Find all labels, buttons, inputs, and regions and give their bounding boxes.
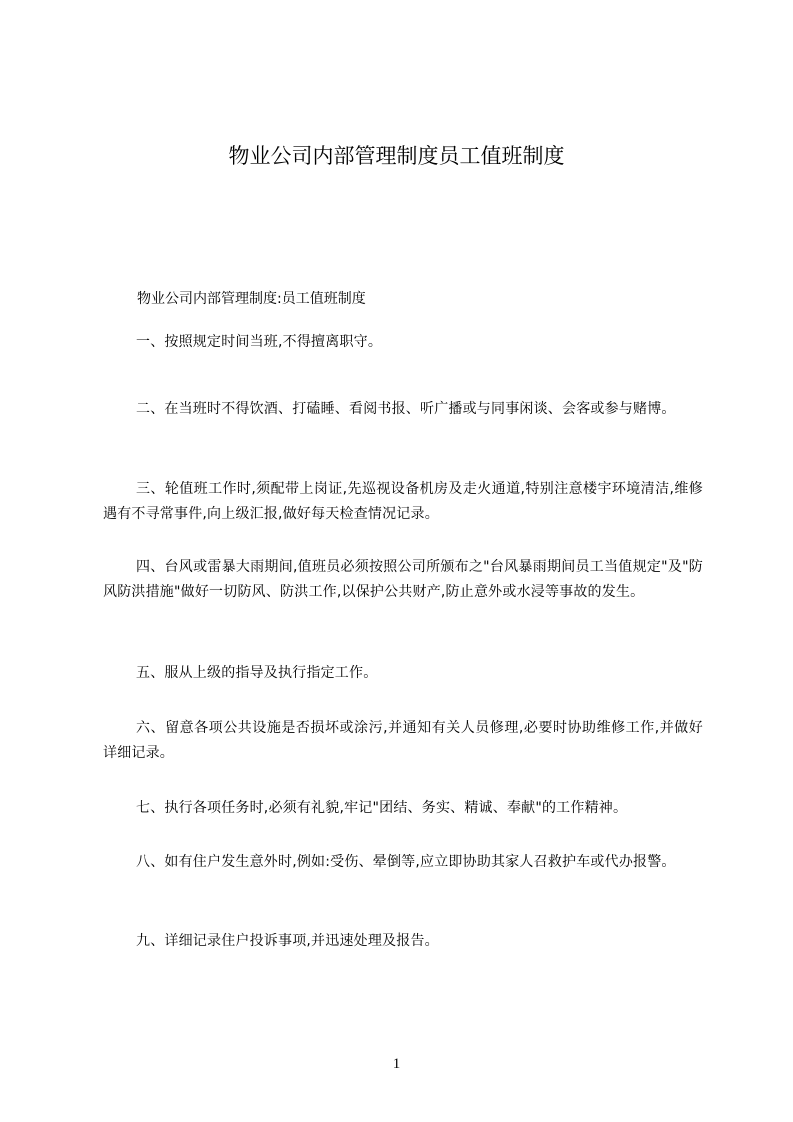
rule-paragraph-5: 五、服从上级的指导及执行指定工作。 [136, 665, 378, 681]
rule-paragraph-2: 二、在当班时不得饮酒、打磕睡、看阅书报、听广播或与同事闲谈、会客或参与赌博。 [136, 401, 676, 417]
page-number: 1 [392, 1056, 401, 1072]
rule-paragraph-4: 四、台风或雷暴大雨期间,值班员必须按照公司所颁布之"台风暴雨期间员工当值规定"及"防风防洪措施"做好一切防风、防洪工作,以保护公共财产,防止意外或水浸等事故的发生。 [103, 559, 703, 600]
rule-paragraph-3: 三、轮值班工作时,须配带上岗证,先巡视设备机房及走火通道,特别注意楼宇环境清洁,维修遇有不寻常事件,向上级汇报,做好每天检查情况记录。 [103, 481, 703, 522]
rule-paragraph-1: 一、按照规定时间当班,不得擅离职守。 [136, 334, 383, 350]
document-subtitle: 物业公司内部管理制度:员工值班制度 [137, 291, 366, 307]
rule-paragraph-8: 八、如有住户发生意外时,例如:受伤、晕倒等,应立即协助其家人召救护车或代办报警。 [136, 854, 676, 870]
rule-paragraph-9: 九、详细记录住户投诉事项,并迅速处理及报告。 [136, 933, 439, 949]
rule-paragraph-6: 六、留意各项公共设施是否损坏或涂污,并通知有关人员修理,必要时协助维修工作,并做好详细记录。 [103, 720, 703, 761]
rule-paragraph-7: 七、执行各项任务时,必须有礼貌,牢记"团结、务实、精诚、奉献"的工作精神。 [136, 800, 628, 816]
document-title: 物业公司内部管理制度员工值班制度 [228, 144, 565, 168]
